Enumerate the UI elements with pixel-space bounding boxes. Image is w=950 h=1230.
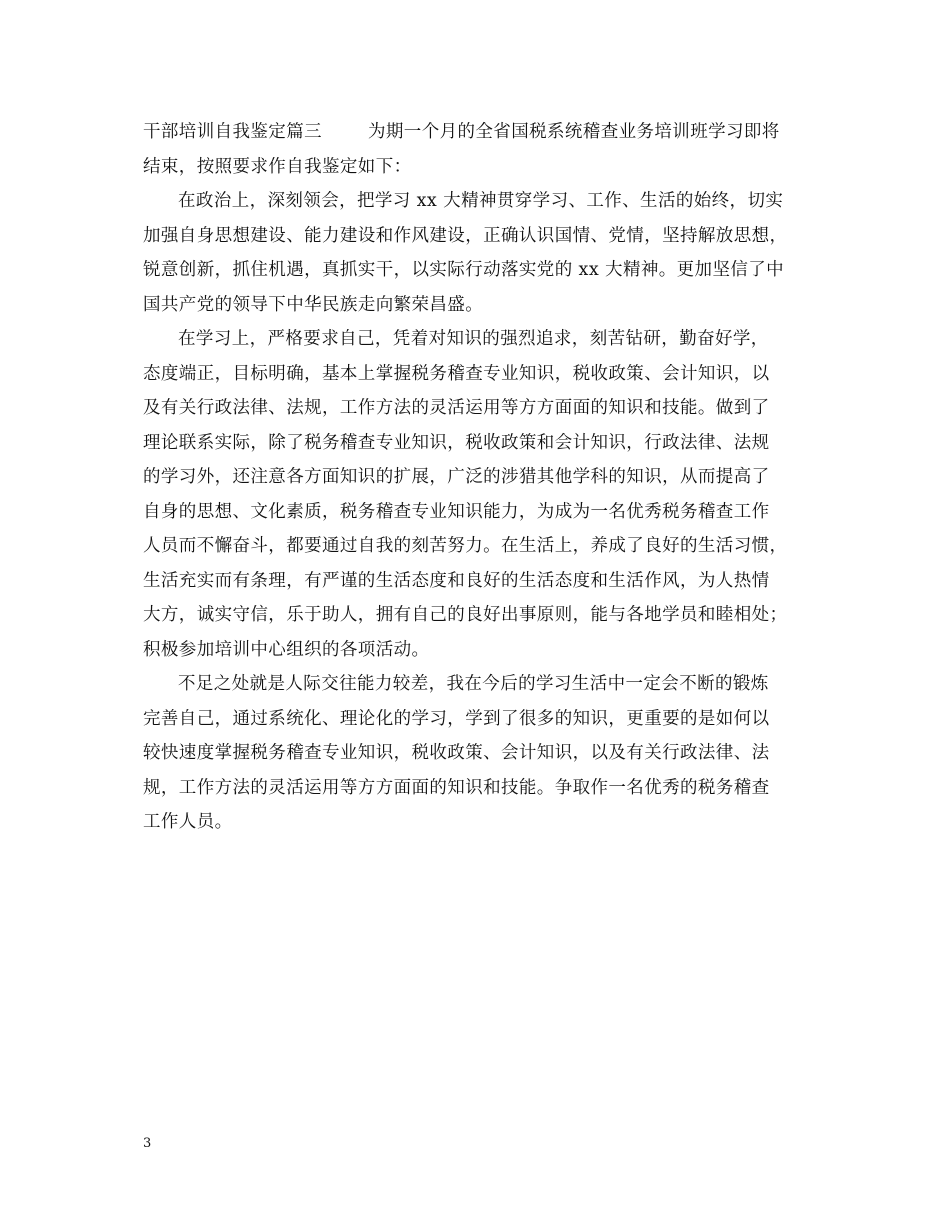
- document-heading: 干部培训自我鉴定篇三: [143, 122, 322, 142]
- paragraph-line: 理论联系实际，除了税务稽查专业知识，税收政策和会计知识，行政法律、法规: [143, 432, 770, 453]
- paragraph-line: 生活充实而有条理，有严谨的生活态度和良好的生活态度和生活作风，为人热情: [143, 570, 770, 591]
- paragraph-line: 较快速度掌握税务稽查专业知识，税收政策、会计知识，以及有关行政法律、法: [143, 743, 770, 763]
- paragraph-line: 在学习上，严格要求自己，凭着对知识的强烈追求，刻苦钻研，勤奋好学，: [178, 329, 769, 349]
- paragraph-line: 工作人员。: [143, 812, 233, 832]
- paragraph-line: 不足之处就是人际交往能力较差，我在今后的学习生活中一定会不断的锻炼: [178, 674, 769, 694]
- intro-text-part2: 结束，按照要求作自我鉴定如下：: [143, 156, 412, 177]
- paragraph-line: 积极参加培训中心组织的各项活动。: [143, 639, 430, 660]
- paragraph-line: 及有关行政法律、法规，工作方法的灵活运用等方方面面的知识和技能。做到了: [143, 398, 770, 418]
- paragraph-line: 国共产党的领导下中华民族走向繁荣昌盛。: [143, 294, 484, 315]
- paragraph-line: 在政治上，深刻领会，把学习 xx 大精神贯穿学习、工作、生活的始终，切实: [178, 191, 784, 211]
- paragraph-line: 加强自身思想建设、能力建设和作风建设，正确认识国情、党情，坚持解放思想，: [143, 225, 788, 246]
- page-number: 3: [143, 1136, 152, 1151]
- paragraph-line: 大方，诚实守信，乐于助人，拥有自己的良好出事原则，能与各地学员和睦相处；: [143, 605, 788, 625]
- intro-text-part1: 为期一个月的全省国税系统稽查业务培训班学习即将: [368, 122, 780, 142]
- paragraph-line: 完善自己，通过系统化、理论化的学习，学到了很多的知识，更重要的是如何以: [143, 708, 770, 729]
- document-body: [143, 115, 815, 840]
- paragraph-line: 自身的思想、文化素质，税务稽查专业知识能力，为成为一名优秀税务稽查工作: [143, 501, 770, 522]
- paragraph-line: 锐意创新，抓住机遇，真抓实干，以实际行动落实党的 xx 大精神。更加坚信了中: [143, 260, 785, 280]
- paragraph-line: 态度端正，目标明确，基本上掌握税务稽查专业知识，税收政策、会计知识，以: [143, 363, 770, 384]
- heading-line: [143, 115, 815, 150]
- paragraph-line: 人员而不懈奋斗，都要通过自我的刻苦努力。在生活上，养成了良好的生活习惯，: [143, 536, 788, 556]
- paragraph-line: 的学习外，还注意各方面知识的扩展，广泛的涉猎其他学科的知识，从而提高了: [143, 467, 770, 487]
- paragraph-line: 规，工作方法的灵活运用等方方面面的知识和技能。争取作一名优秀的税务稽查: [143, 777, 770, 798]
